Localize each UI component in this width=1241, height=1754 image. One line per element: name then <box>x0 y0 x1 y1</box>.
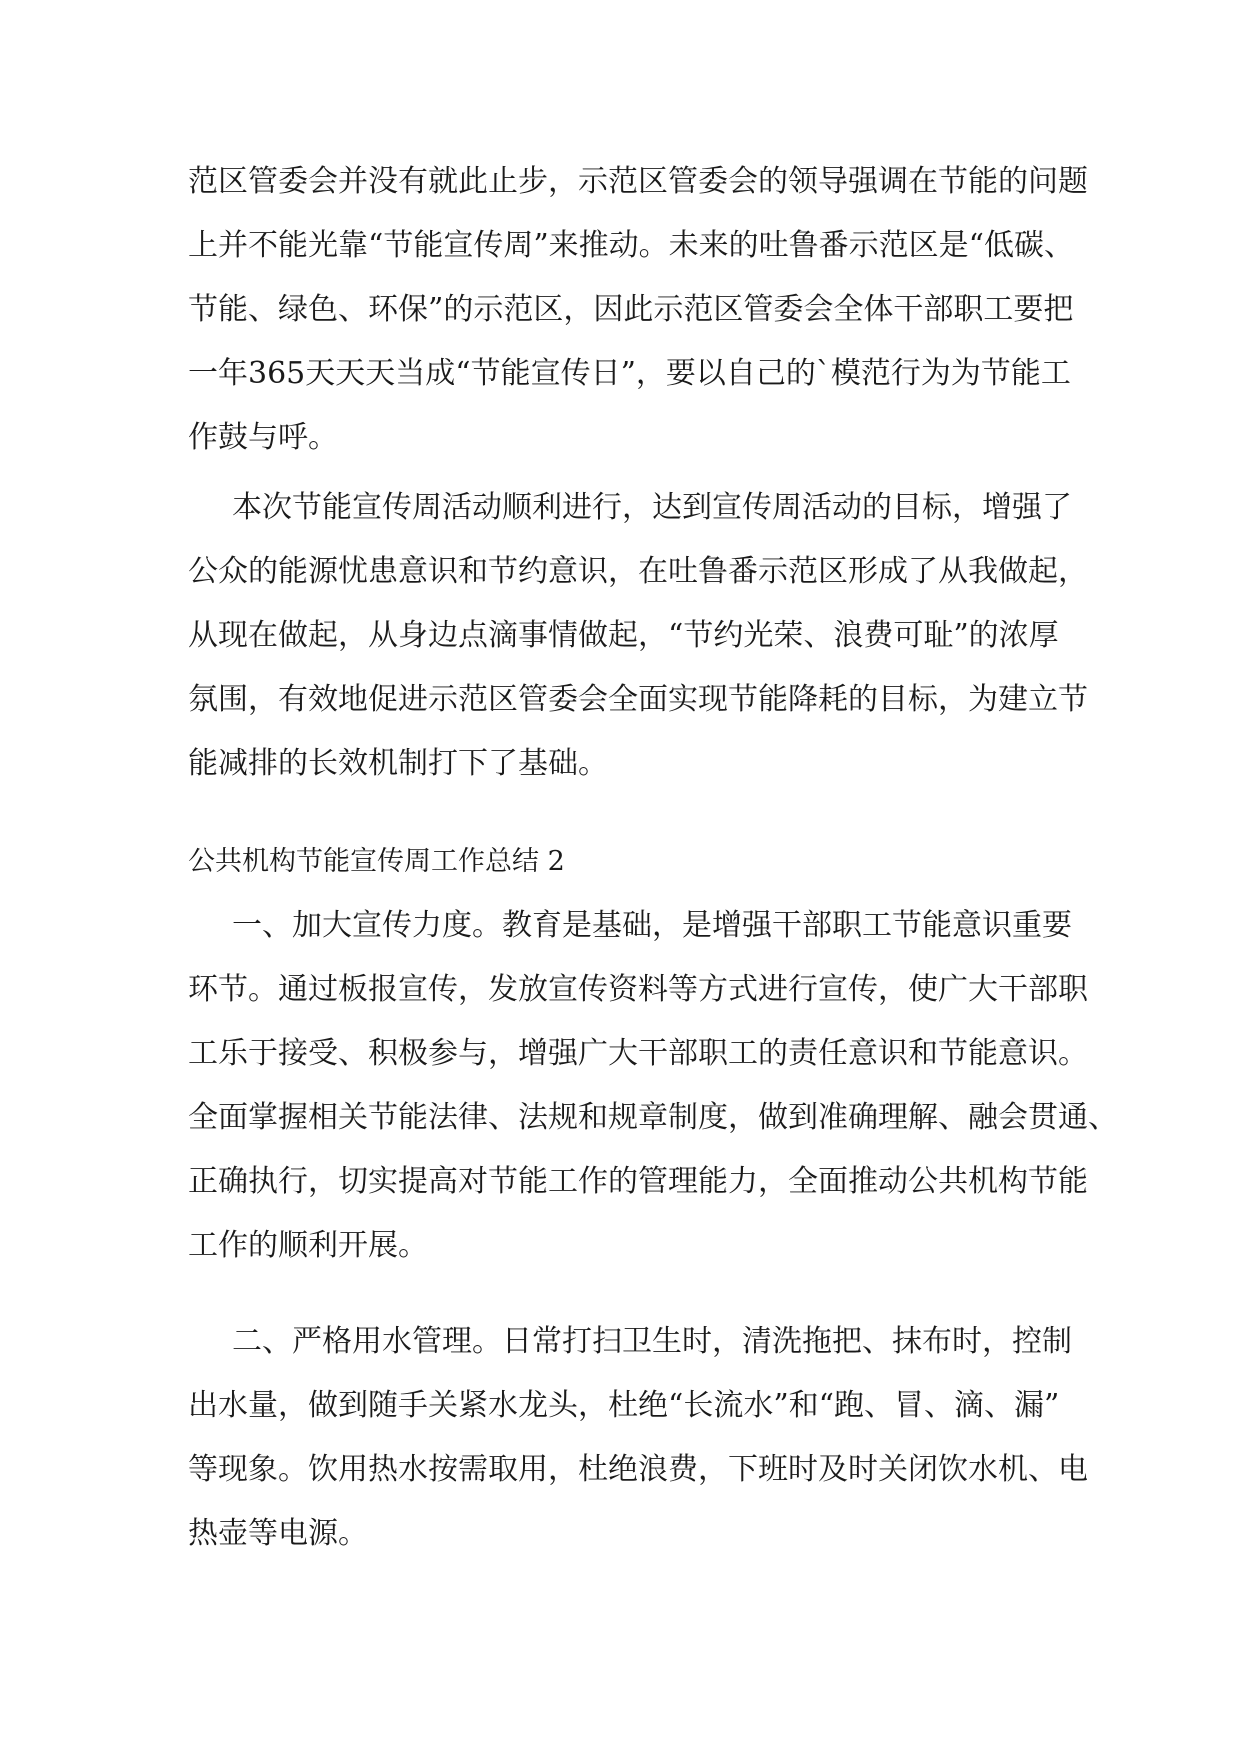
paragraph-4 <box>188 1310 1088 1566</box>
text-line: 能减排的长效机制打下了基础。 <box>188 746 608 781</box>
text-line: 一、加大宣传力度。教育是基础，是增强干部职工节能意识重要 <box>232 908 1072 943</box>
paragraph-1 <box>188 150 1088 470</box>
text-line: 正确执行，切实提高对节能工作的管理能力，全面推动公共机构节能 <box>188 1164 1088 1199</box>
text-line: 从现在做起，从身边点滴事情做起，“节约光荣、浪费可耻”的浓厚 <box>188 618 1059 653</box>
text-line: 本次节能宣传周活动顺利进行，达到宣传周活动的目标，增强了 <box>232 490 1072 525</box>
text-line: 二、严格用水管理。日常打扫卫生时，清洗拖把、抹布时，控制 <box>232 1324 1072 1359</box>
text-line: 节能、绿色、环保”的示范区，因此示范区管委会全体干部职工要把 <box>188 292 1074 327</box>
text-line: 氛围，有效地促进示范区管委会全面实现节能降耗的目标，为建立节 <box>188 682 1088 717</box>
text-line: 作鼓与呼。 <box>188 420 338 455</box>
text-line: 工乐于接受、积极参与，增强广大干部职工的责任意识和节能意识。 <box>188 1036 1088 1071</box>
text-line: 全面掌握相关节能法律、法规和规章制度，做到准确理解、融会贯通、 <box>188 1100 1118 1135</box>
text-line: 工作的顺利开展。 <box>188 1228 428 1263</box>
text-line: 出水量，做到随手关紧水龙头，杜绝“长流水”和“跑、冒、滴、漏” <box>188 1388 1060 1423</box>
paragraph-3 <box>188 894 1118 1278</box>
text-line: 等现象。饮用热水按需取用，杜绝浪费，下班时及时关闭饮水机、电 <box>188 1452 1088 1487</box>
text-line: 热壶等电源。 <box>188 1516 368 1551</box>
text-line: 上并不能光靠“节能宣传周”来推动。未来的吐鲁番示范区是“低碳、 <box>188 228 1075 263</box>
text-line: 一年365天天天当成“节能宣传日”，要以自己的`模范行为为节能工 <box>188 356 1071 391</box>
section-heading: 公共机构节能宣传周工作总结 2 <box>188 846 565 877</box>
text-line: 范区管委会并没有就此止步，示范区管委会的领导强调在节能的问题 <box>188 164 1088 199</box>
text-line: 公众的能源忧患意识和节约意识，在吐鲁番示范区形成了从我做起， <box>188 554 1088 589</box>
paragraph-2 <box>188 476 1088 796</box>
text-line: 环节。通过板报宣传，发放宣传资料等方式进行宣传，使广大干部职 <box>188 972 1088 1007</box>
